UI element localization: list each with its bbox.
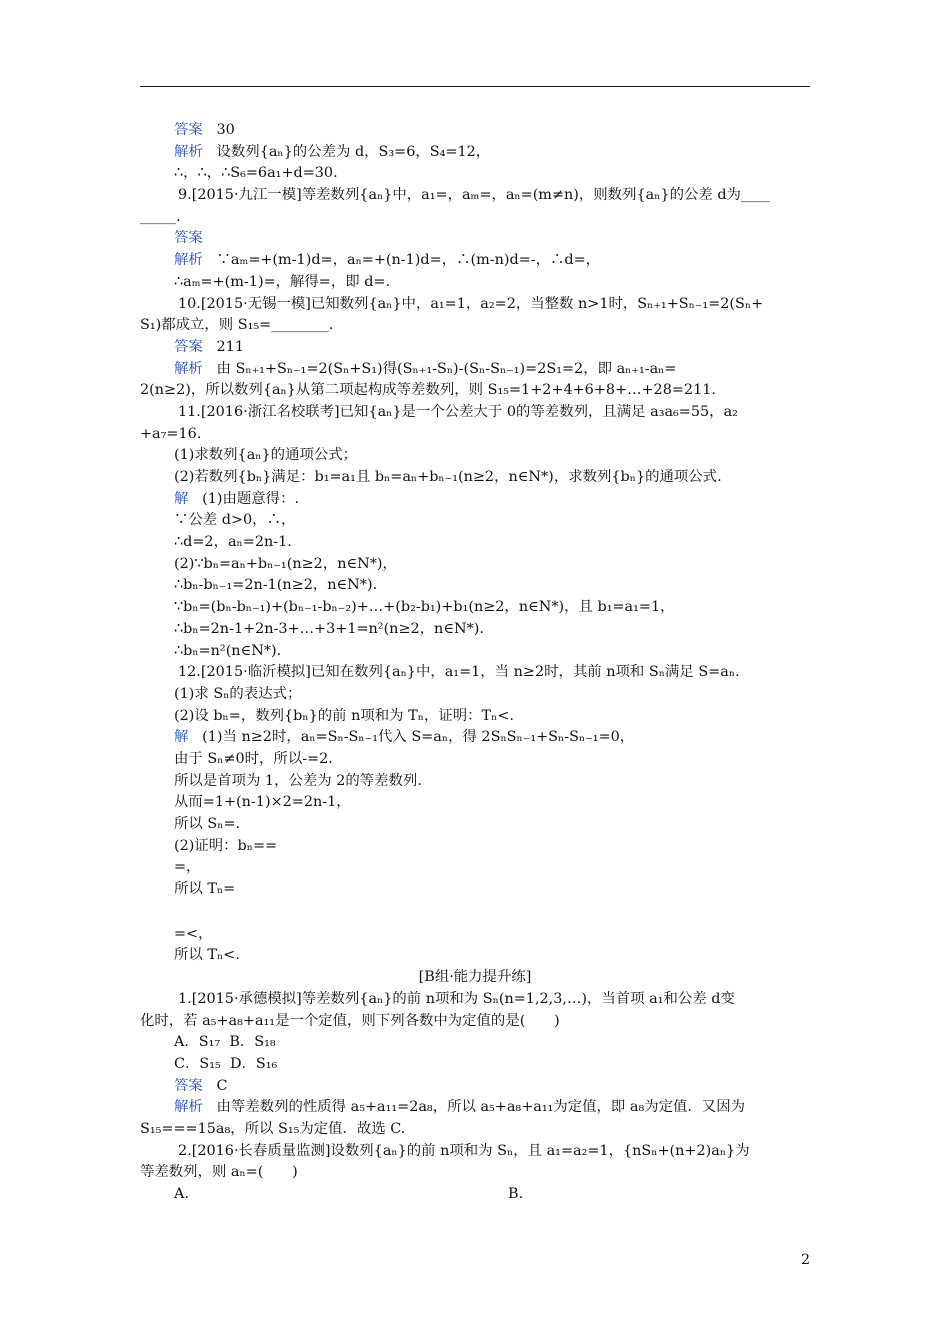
text-line — [140, 924, 810, 946]
line-text: C．S₁₅ D．S₁₆ — [174, 1055, 278, 1072]
text-line — [140, 532, 810, 554]
line-text: 2(n≥2)，所以数列{aₙ}从第二项起构成等差数列，则 S₁₅=1+2+4+6+8+…+28=211. — [140, 382, 716, 399]
line-text: ∴d=2，aₙ=2n-1. — [174, 534, 292, 551]
line-text: 设数列{aₙ}的公差为 d，S₃=6，S₄=12， — [202, 143, 491, 160]
text-line — [140, 857, 810, 879]
text-line — [140, 554, 810, 576]
answer-label: 答案 — [174, 122, 203, 138]
text-line — [140, 467, 810, 489]
line-text: 12.[2015·临沂模拟]已知在数列{aₙ}中，a₁=1，当 n≥2时，其前 n项和 Sₙ满足 S=aₙ. — [178, 664, 740, 681]
line-text: ∴bₙ-bₙ₋₁=2n-1(n≥2，n∈N*). — [174, 577, 378, 594]
answer-label: 解 — [174, 729, 189, 746]
answer-label: 答案 — [174, 1077, 203, 1094]
line-text: (2)证明：bₙ== — [174, 837, 278, 854]
line-text: C — [202, 1077, 228, 1094]
text-line — [140, 445, 810, 467]
text-line — [140, 1076, 810, 1098]
answer-label: 答案 — [174, 338, 203, 355]
text-line — [140, 489, 810, 511]
line-text: 211 — [202, 338, 244, 355]
text-line — [140, 228, 810, 250]
text-line — [140, 1054, 810, 1076]
text-line — [140, 510, 810, 532]
header-rule — [140, 86, 810, 87]
text-line — [140, 250, 810, 272]
line-text: ∵aₘ=+(m-1)d=，aₙ=+(n-1)d=，∴(m-n)d=-，∴d=， — [202, 252, 601, 269]
line-text: ∴bₙ=2n-1+2n-3+…+3+1=n²(n≥2，n∈N*). — [174, 620, 484, 637]
line-text: ∵公差 d>0，∴， — [174, 512, 296, 529]
text-line — [140, 294, 810, 316]
line-text: 1.[2015·承德模拟]等差数列{aₙ}的前 n项和为 Sₙ(n=1,2,3,…)，当首项 a₁和公差 d变 — [178, 990, 735, 1007]
line-text: ∴，∴，∴S₆=6a₁+d=30. — [174, 165, 338, 182]
line-text: 10.[2015·无锡一模]已知数列{aₙ}中，a₁=1，a₂=2，当整数 n>1时，Sₙ₊₁+Sₙ₋₁=2(Sₙ+ — [178, 295, 764, 312]
line-text: (1)求数列{aₙ}的通项公式； — [174, 447, 358, 464]
text-line — [140, 402, 810, 424]
text-line — [140, 142, 810, 164]
text-line — [140, 597, 810, 619]
line-text: =<， — [174, 925, 213, 942]
line-text: 所以 Sₙ=. — [174, 816, 241, 832]
text-line — [140, 727, 810, 749]
text-line — [140, 359, 810, 381]
text-line — [140, 185, 810, 207]
line-text: A．S₁₇ B．S₁₈ — [174, 1034, 276, 1051]
text-line — [140, 424, 810, 446]
answer-label: 解析 — [174, 252, 203, 269]
text-line — [140, 771, 810, 793]
text-line — [140, 380, 810, 402]
line-text: 2.[2016·长春质量监测]设数列{aₙ}的前 n项和为 Sₙ，且 a₁=a₂=1，{nSₙ+(n+2)aₙ}为 — [178, 1142, 750, 1159]
line-text: ∴bₙ=n²(n∈N*). — [174, 642, 282, 659]
line-text: 等差数列，则 aₙ=( ) — [140, 1164, 298, 1181]
line-text: 从而=1+(n-1)×2=2n-1， — [174, 794, 351, 811]
text-line — [140, 879, 810, 901]
text-line — [140, 967, 810, 989]
line-text: ∵bₙ=(bₙ-bₙ₋₁)+(bₙ₋₁-bₙ₋₂)+…+(b₂-b₁)+b₁(n≥2，n∈N*)，且 b₁=a₁=1， — [174, 599, 675, 616]
line-text: 30 — [202, 122, 235, 138]
text-line — [140, 989, 810, 1011]
text-line — [140, 836, 810, 858]
text-line — [140, 619, 810, 641]
line-text: (2)若数列{bₙ}满足：b₁=a₁且 bₙ=aₙ+bₙ₋₁(n≥2，n∈N*)，求数列{bₙ}的通项公式. — [174, 469, 722, 485]
text-line — [140, 207, 810, 229]
line-text: [B组·能力提升练] — [418, 969, 532, 986]
text-line — [140, 272, 810, 294]
line-text: 由 Sₙ₊₁+Sₙ₋₁=2(Sₙ+S₁)得(Sₙ₊₁-Sₙ)-(Sₙ-Sₙ₋₁)=2S₁=2，即 aₙ₊₁-aₙ= — [202, 360, 677, 377]
text-line — [140, 792, 810, 814]
line-text: 9.[2015·九江一模]等差数列{aₙ}中，a₁=，aₘ=，aₙ=(m≠n)，则数列{aₙ}的公差 d为____ — [178, 187, 770, 204]
line-text: 由等差数列的性质得 a₅+a₁₁=2a₈，所以 a₅+a₈+a₁₁为定值，即 a₈为定值．又因为 — [202, 1099, 745, 1116]
line-text: (2)∵bₙ=aₙ+bₙ₋₁(n≥2，n∈N*)， — [174, 555, 397, 572]
line-text: 所以 Tₙ<. — [174, 947, 240, 964]
text-line — [140, 1119, 810, 1141]
line-text: S₁₅===15a₈，所以 S₁₅为定值．故选 C. — [140, 1120, 406, 1137]
text-line — [140, 120, 810, 142]
page-number: 2 — [801, 1252, 810, 1268]
line-text: S₁)都成立，则 S₁₅=________. — [140, 317, 334, 334]
line-text: ∴aₘ=+(m-1)=，解得=，即 d=. — [174, 273, 391, 290]
text-line — [140, 163, 810, 185]
line-text: (1)由题意得：. — [188, 490, 300, 507]
text-line — [140, 315, 810, 337]
text-line — [140, 1162, 810, 1184]
text-line — [140, 1032, 810, 1054]
blank-line — [140, 901, 810, 924]
line-text: _____. — [140, 208, 181, 225]
text-line — [140, 814, 810, 836]
option-b: B. — [508, 1186, 524, 1202]
text-line — [140, 1097, 810, 1119]
line-text: +a₇=16. — [140, 425, 202, 442]
text-line — [140, 662, 810, 684]
answer-label: 解析 — [174, 360, 203, 377]
line-text: 11.[2016·浙江名校联考]已知{aₙ}是一个公差大于 0的等差数列，且满足 a₃a₆=55，a₂ — [178, 403, 738, 420]
line-text: 由于 Sₙ≠0时，所以-=2. — [174, 750, 333, 767]
text-line — [140, 1184, 810, 1206]
answer-label: 解 — [174, 490, 189, 507]
text-line — [140, 706, 810, 728]
document-body — [140, 120, 810, 1206]
answer-label: 答案 — [174, 230, 203, 247]
text-line — [140, 1011, 810, 1033]
text-line — [140, 749, 810, 771]
text-line — [140, 575, 810, 597]
text-line — [140, 945, 810, 967]
line-text: (1)当 n≥2时，aₙ=Sₙ-Sₙ₋₁代入 S=aₙ，得 2SₙSₙ₋₁+Sₙ-Sₙ₋₁=0， — [188, 729, 635, 746]
line-text: (2)设 bₙ=，数列{bₙ}的前 n项和为 Tₙ，证明：Tₙ<. — [174, 707, 514, 724]
line-text: =， — [174, 859, 201, 876]
text-line — [140, 1141, 810, 1163]
text-line — [140, 641, 810, 663]
answer-label: 解析 — [174, 1099, 203, 1116]
text-line — [140, 337, 810, 359]
text-line — [140, 684, 810, 706]
line-text: 所以是首项为 1，公差为 2的等差数列. — [174, 772, 422, 789]
line-text: 所以 Tₙ= — [174, 881, 236, 898]
answer-label: 解析 — [174, 143, 203, 160]
line-text: 化时，若 a₅+a₈+a₁₁是一个定值，则下列各数中为定值的是( ) — [140, 1012, 560, 1029]
line-text: A. — [174, 1186, 189, 1202]
line-text: (1)求 Sₙ的表达式； — [174, 685, 302, 702]
